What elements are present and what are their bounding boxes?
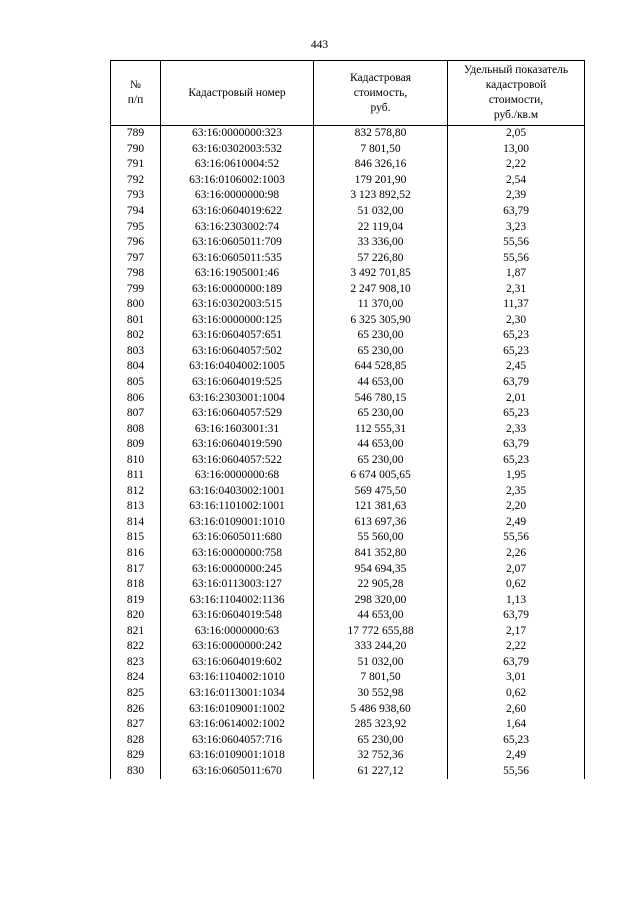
cell-row-number: 798	[111, 266, 161, 282]
cell-cadastral-number: 63:16:0605011:709	[161, 235, 314, 251]
cell-cadastral-number: 63:16:0604019:602	[161, 655, 314, 671]
table-row	[111, 390, 585, 406]
cell-row-number: 828	[111, 732, 161, 748]
cell-specific-value: 55,56	[448, 235, 585, 251]
table-row	[111, 732, 585, 748]
cell-specific-value: 2,39	[448, 188, 585, 204]
cell-cadastral-number: 63:16:0614002:1002	[161, 717, 314, 733]
header-cadastral-number: Кадастровый номер	[161, 61, 314, 126]
cell-specific-value: 2,49	[448, 748, 585, 764]
cell-row-number: 796	[111, 235, 161, 251]
table-row	[111, 266, 585, 282]
table-row	[111, 344, 585, 360]
cell-cadastral-value: 333 244,20	[314, 639, 448, 655]
table-row	[111, 639, 585, 655]
cell-row-number: 827	[111, 717, 161, 733]
cell-cadastral-value: 179 201,90	[314, 173, 448, 189]
cell-cadastral-value: 33 336,00	[314, 235, 448, 251]
cell-specific-value: 0,62	[448, 686, 585, 702]
cell-row-number: 803	[111, 344, 161, 360]
table-row	[111, 421, 585, 437]
cell-row-number: 813	[111, 499, 161, 515]
cell-row-number: 806	[111, 390, 161, 406]
table-row	[111, 235, 585, 251]
cell-cadastral-number: 63:16:0604057:529	[161, 406, 314, 422]
table-row	[111, 313, 585, 329]
table-row	[111, 717, 585, 733]
cell-row-number: 817	[111, 561, 161, 577]
table-row	[111, 515, 585, 531]
cell-cadastral-number: 63:16:0604019:525	[161, 375, 314, 391]
cell-specific-value: 1,13	[448, 592, 585, 608]
cell-row-number: 802	[111, 328, 161, 344]
cell-row-number: 820	[111, 608, 161, 624]
cell-cadastral-value: 3 492 701,85	[314, 266, 448, 282]
cell-cadastral-number: 63:16:0604057:651	[161, 328, 314, 344]
cell-specific-value: 2,17	[448, 624, 585, 640]
table-row	[111, 359, 585, 375]
cell-row-number: 823	[111, 655, 161, 671]
cell-cadastral-value: 7 801,50	[314, 142, 448, 158]
table-row	[111, 173, 585, 189]
cell-cadastral-number: 63:16:0109001:1002	[161, 701, 314, 717]
cell-specific-value: 0,62	[448, 577, 585, 593]
cell-cadastral-number: 63:16:0000000:242	[161, 639, 314, 655]
cell-cadastral-value: 954 694,35	[314, 561, 448, 577]
cell-specific-value: 63,79	[448, 375, 585, 391]
table-row	[111, 561, 585, 577]
cell-row-number: 797	[111, 250, 161, 266]
cell-row-number: 791	[111, 157, 161, 173]
cell-row-number: 789	[111, 126, 161, 142]
cell-specific-value: 2,01	[448, 390, 585, 406]
table-row	[111, 546, 585, 562]
cell-cadastral-number: 63:16:1104002:1010	[161, 670, 314, 686]
cell-specific-value: 3,23	[448, 219, 585, 235]
cell-specific-value: 11,37	[448, 297, 585, 313]
table-row	[111, 670, 585, 686]
cell-specific-value: 65,23	[448, 344, 585, 360]
table-header	[111, 61, 585, 126]
cadastral-value-table	[110, 60, 585, 779]
cell-row-number: 822	[111, 639, 161, 655]
cell-specific-value: 2,35	[448, 484, 585, 500]
cell-cadastral-number: 63:16:0302003:515	[161, 297, 314, 313]
cell-cadastral-value: 298 320,00	[314, 592, 448, 608]
table-row	[111, 592, 585, 608]
cell-specific-value: 13,00	[448, 142, 585, 158]
cell-cadastral-value: 6 325 305,90	[314, 313, 448, 329]
cell-specific-value: 63,79	[448, 204, 585, 220]
cell-cadastral-value: 841 352,80	[314, 546, 448, 562]
table-row	[111, 484, 585, 500]
table-row	[111, 375, 585, 391]
cell-row-number: 809	[111, 437, 161, 453]
cell-cadastral-number: 63:16:0109001:1018	[161, 748, 314, 764]
cell-cadastral-number: 63:16:0000000:245	[161, 561, 314, 577]
cell-row-number: 792	[111, 173, 161, 189]
table-row	[111, 624, 585, 640]
table-row	[111, 157, 585, 173]
table-row	[111, 763, 585, 779]
cell-specific-value: 55,56	[448, 250, 585, 266]
cell-cadastral-value: 22 905,28	[314, 577, 448, 593]
cell-row-number: 807	[111, 406, 161, 422]
cell-cadastral-value: 61 227,12	[314, 763, 448, 779]
cell-cadastral-number: 63:16:1101002:1001	[161, 499, 314, 515]
cell-specific-value: 2,30	[448, 313, 585, 329]
table-row	[111, 281, 585, 297]
cell-row-number: 812	[111, 484, 161, 500]
table-row	[111, 204, 585, 220]
table-row	[111, 608, 585, 624]
cell-row-number: 829	[111, 748, 161, 764]
cell-cadastral-number: 63:16:0604019:622	[161, 204, 314, 220]
cell-specific-value: 2,31	[448, 281, 585, 297]
cell-cadastral-number: 63:16:0604057:522	[161, 452, 314, 468]
cell-cadastral-value: 121 381,63	[314, 499, 448, 515]
cell-specific-value: 63,79	[448, 655, 585, 671]
cell-cadastral-value: 112 555,31	[314, 421, 448, 437]
cell-cadastral-value: 546 780,15	[314, 390, 448, 406]
cell-row-number: 794	[111, 204, 161, 220]
table-row	[111, 577, 585, 593]
cell-cadastral-value: 44 653,00	[314, 437, 448, 453]
cell-row-number: 804	[111, 359, 161, 375]
cell-cadastral-value: 22 119,04	[314, 219, 448, 235]
cell-specific-value: 2,05	[448, 126, 585, 142]
cell-row-number: 825	[111, 686, 161, 702]
cell-cadastral-number: 63:16:0605011:680	[161, 530, 314, 546]
cell-cadastral-number: 63:16:0000000:323	[161, 126, 314, 142]
table-row	[111, 499, 585, 515]
cell-row-number: 801	[111, 313, 161, 329]
cell-specific-value: 1,87	[448, 266, 585, 282]
header-cadastral-value: Кадастровая стоимость, руб.	[314, 61, 448, 126]
cell-cadastral-number: 63:16:0000000:758	[161, 546, 314, 562]
cell-cadastral-value: 51 032,00	[314, 204, 448, 220]
cell-cadastral-value: 65 230,00	[314, 452, 448, 468]
cell-cadastral-number: 63:16:0404002:1005	[161, 359, 314, 375]
cell-row-number: 795	[111, 219, 161, 235]
cell-cadastral-number: 63:16:0000000:63	[161, 624, 314, 640]
table-row	[111, 452, 585, 468]
cell-cadastral-value: 613 697,36	[314, 515, 448, 531]
cell-specific-value: 2,26	[448, 546, 585, 562]
cell-cadastral-value: 44 653,00	[314, 608, 448, 624]
cell-cadastral-value: 6 674 005,65	[314, 468, 448, 484]
cell-specific-value: 1,95	[448, 468, 585, 484]
cell-row-number: 808	[111, 421, 161, 437]
cell-row-number: 815	[111, 530, 161, 546]
cell-row-number: 800	[111, 297, 161, 313]
cell-specific-value: 55,56	[448, 763, 585, 779]
cell-cadastral-number: 63:16:1905001:46	[161, 266, 314, 282]
cell-specific-value: 2,07	[448, 561, 585, 577]
cell-cadastral-value: 65 230,00	[314, 328, 448, 344]
cell-cadastral-number: 63:16:0109001:1010	[161, 515, 314, 531]
cell-cadastral-number: 63:16:1104002:1136	[161, 592, 314, 608]
cell-row-number: 810	[111, 452, 161, 468]
cell-cadastral-value: 3 123 892,52	[314, 188, 448, 204]
cell-specific-value: 65,23	[448, 732, 585, 748]
table-row	[111, 437, 585, 453]
table-row	[111, 406, 585, 422]
table-row	[111, 126, 585, 142]
cell-cadastral-number: 63:16:0604019:548	[161, 608, 314, 624]
cell-cadastral-number: 63:16:0605011:535	[161, 250, 314, 266]
cell-specific-value: 2,33	[448, 421, 585, 437]
table-body	[111, 126, 585, 779]
cell-row-number: 799	[111, 281, 161, 297]
cell-cadastral-number: 63:16:0610004:52	[161, 157, 314, 173]
cell-cadastral-value: 2 247 908,10	[314, 281, 448, 297]
cell-specific-value: 2,60	[448, 701, 585, 717]
cell-cadastral-number: 63:16:0113003:127	[161, 577, 314, 593]
cell-cadastral-value: 846 326,16	[314, 157, 448, 173]
cell-cadastral-number: 63:16:0403002:1001	[161, 484, 314, 500]
cell-cadastral-value: 5 486 938,60	[314, 701, 448, 717]
cell-cadastral-value: 57 226,80	[314, 250, 448, 266]
cell-specific-value: 65,23	[448, 406, 585, 422]
cell-cadastral-number: 63:16:0000000:189	[161, 281, 314, 297]
cell-cadastral-value: 832 578,80	[314, 126, 448, 142]
cell-row-number: 819	[111, 592, 161, 608]
cell-cadastral-number: 63:16:0302003:532	[161, 142, 314, 158]
cell-row-number: 805	[111, 375, 161, 391]
cell-specific-value: 2,45	[448, 359, 585, 375]
cell-specific-value: 2,20	[448, 499, 585, 515]
table-row	[111, 250, 585, 266]
cell-specific-value: 2,54	[448, 173, 585, 189]
table-row	[111, 297, 585, 313]
cell-specific-value: 1,64	[448, 717, 585, 733]
cell-cadastral-number: 63:16:0000000:68	[161, 468, 314, 484]
cell-cadastral-number: 63:16:2303002:74	[161, 219, 314, 235]
cell-cadastral-value: 32 752,36	[314, 748, 448, 764]
cell-row-number: 824	[111, 670, 161, 686]
cell-row-number: 816	[111, 546, 161, 562]
cell-cadastral-value: 644 528,85	[314, 359, 448, 375]
cell-cadastral-value: 51 032,00	[314, 655, 448, 671]
cell-cadastral-number: 63:16:2303001:1004	[161, 390, 314, 406]
cell-cadastral-number: 63:16:0605011:670	[161, 763, 314, 779]
cell-row-number: 818	[111, 577, 161, 593]
cell-cadastral-number: 63:16:0106002:1003	[161, 173, 314, 189]
cell-specific-value: 65,23	[448, 452, 585, 468]
table-row	[111, 686, 585, 702]
cell-specific-value: 2,49	[448, 515, 585, 531]
cell-row-number: 830	[111, 763, 161, 779]
cell-specific-value: 3,01	[448, 670, 585, 686]
cell-cadastral-value: 30 552,98	[314, 686, 448, 702]
table-row	[111, 701, 585, 717]
cell-cadastral-value: 44 653,00	[314, 375, 448, 391]
cell-cadastral-value: 55 560,00	[314, 530, 448, 546]
header-row	[111, 61, 585, 126]
cell-cadastral-number: 63:16:0604019:590	[161, 437, 314, 453]
table-row	[111, 530, 585, 546]
cell-row-number: 793	[111, 188, 161, 204]
cell-specific-value: 63,79	[448, 437, 585, 453]
cell-cadastral-number: 63:16:0604057:502	[161, 344, 314, 360]
cell-cadastral-number: 63:16:0000000:98	[161, 188, 314, 204]
cell-row-number: 826	[111, 701, 161, 717]
table-row	[111, 748, 585, 764]
header-row-number: № п/п	[111, 61, 161, 126]
cell-cadastral-number: 63:16:0000000:125	[161, 313, 314, 329]
cell-row-number: 790	[111, 142, 161, 158]
cell-cadastral-value: 65 230,00	[314, 406, 448, 422]
cell-specific-value: 55,56	[448, 530, 585, 546]
cell-cadastral-value: 17 772 655,88	[314, 624, 448, 640]
table-row	[111, 188, 585, 204]
cell-cadastral-value: 65 230,00	[314, 344, 448, 360]
cell-cadastral-value: 7 801,50	[314, 670, 448, 686]
cell-cadastral-value: 11 370,00	[314, 297, 448, 313]
table-row	[111, 655, 585, 671]
table-row	[111, 328, 585, 344]
cell-row-number: 811	[111, 468, 161, 484]
cell-row-number: 821	[111, 624, 161, 640]
cell-specific-value: 2,22	[448, 639, 585, 655]
cell-cadastral-value: 569 475,50	[314, 484, 448, 500]
cell-specific-value: 2,22	[448, 157, 585, 173]
table-row	[111, 219, 585, 235]
table-row	[111, 468, 585, 484]
cell-cadastral-value: 285 323,92	[314, 717, 448, 733]
cell-specific-value: 65,23	[448, 328, 585, 344]
page-number: 443	[310, 39, 329, 51]
table-row	[111, 142, 585, 158]
cell-specific-value: 63,79	[448, 608, 585, 624]
cell-row-number: 814	[111, 515, 161, 531]
header-specific-value: Удельный показатель кадастровой стоимости, руб./кв.м	[448, 61, 585, 126]
cell-cadastral-number: 63:16:0113001:1034	[161, 686, 314, 702]
cell-cadastral-number: 63:16:1603001:31	[161, 421, 314, 437]
cell-cadastral-number: 63:16:0604057:716	[161, 732, 314, 748]
cell-cadastral-value: 65 230,00	[314, 732, 448, 748]
